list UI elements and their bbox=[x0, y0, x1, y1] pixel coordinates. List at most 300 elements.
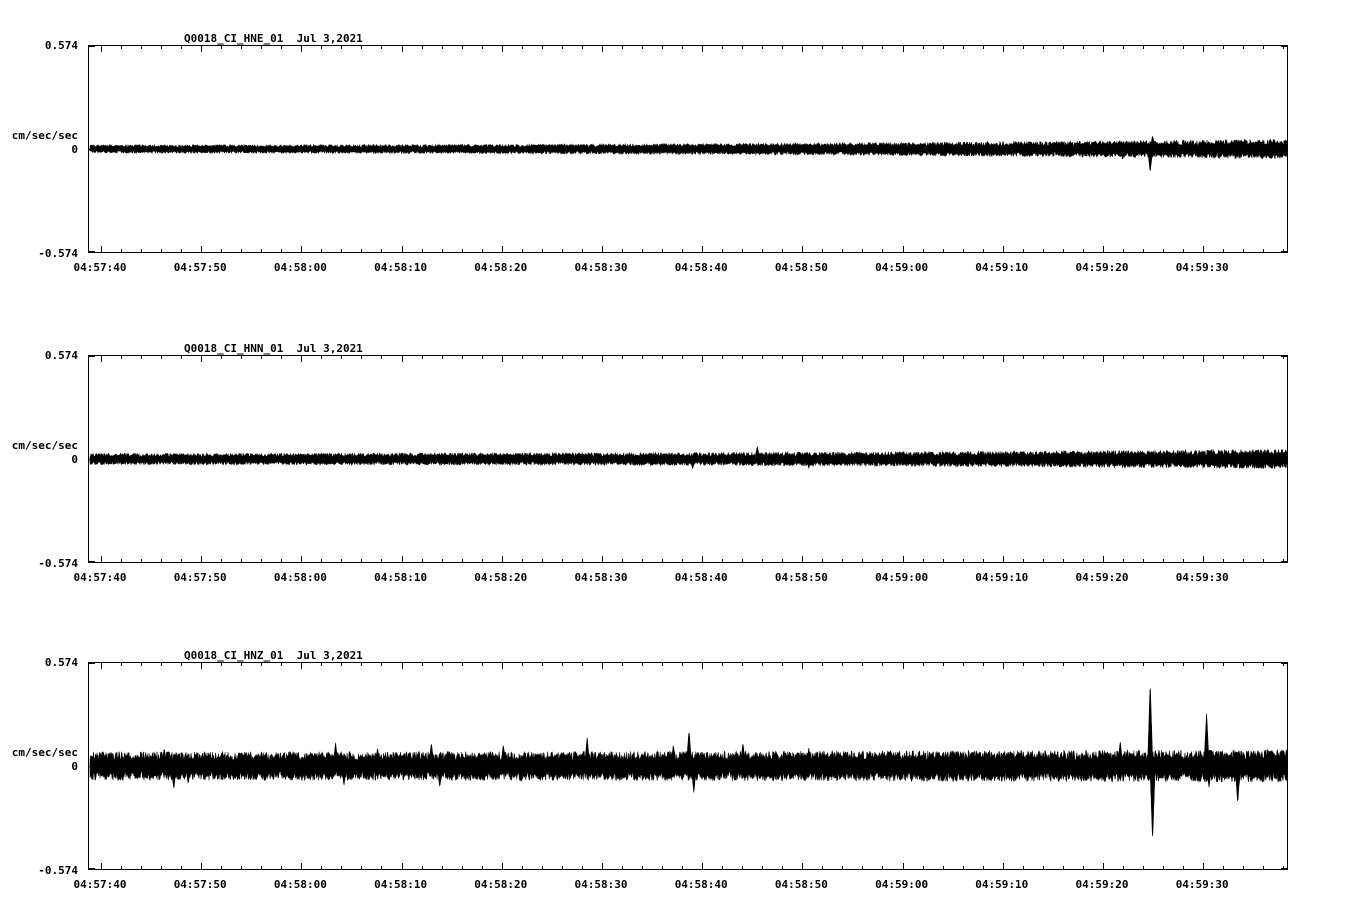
x-axis-tick bbox=[402, 356, 403, 362]
x-axis-tick bbox=[301, 246, 302, 252]
x-axis-minor-tick bbox=[782, 249, 783, 252]
y-tick-label: 0 bbox=[71, 453, 78, 466]
x-axis-minor-tick bbox=[662, 356, 663, 359]
x-axis-tick bbox=[1103, 556, 1104, 562]
x-tick-label: 04:58:00 bbox=[273, 571, 327, 584]
x-axis-tick bbox=[602, 863, 603, 869]
x-axis-minor-tick bbox=[943, 866, 944, 869]
x-tick-label: 04:59:10 bbox=[975, 261, 1029, 274]
x-axis-minor-tick bbox=[983, 559, 984, 562]
x-axis-minor-tick bbox=[762, 866, 763, 869]
x-axis-minor-tick bbox=[642, 46, 643, 49]
x-axis-minor-tick bbox=[1023, 249, 1024, 252]
x-axis-tick bbox=[602, 246, 603, 252]
x-axis-minor-tick bbox=[1263, 559, 1264, 562]
x-axis-minor-tick bbox=[121, 663, 122, 666]
x-axis-minor-tick bbox=[1023, 663, 1024, 666]
y-axis-tick bbox=[1281, 46, 1287, 47]
x-axis-minor-tick bbox=[842, 663, 843, 666]
x-axis-minor-tick bbox=[842, 249, 843, 252]
x-axis-tick bbox=[903, 356, 904, 362]
x-axis-minor-tick bbox=[882, 866, 883, 869]
x-axis-minor-tick bbox=[422, 46, 423, 49]
x-axis-minor-tick bbox=[983, 356, 984, 359]
x-axis-minor-tick bbox=[762, 356, 763, 359]
x-axis-minor-tick bbox=[482, 663, 483, 666]
x-tick-label: 04:58:40 bbox=[674, 878, 728, 891]
x-axis-minor-tick bbox=[1223, 249, 1224, 252]
x-axis-minor-tick bbox=[381, 249, 382, 252]
x-axis-minor-tick bbox=[963, 46, 964, 49]
x-axis-minor-tick bbox=[1143, 356, 1144, 359]
y-axis-tick bbox=[89, 561, 95, 562]
x-axis-minor-tick bbox=[882, 559, 883, 562]
x-axis-minor-tick bbox=[522, 559, 523, 562]
x-axis-minor-tick bbox=[963, 249, 964, 252]
x-axis-minor-tick bbox=[742, 663, 743, 666]
x-tick-label: 04:59:00 bbox=[875, 261, 929, 274]
x-axis-minor-tick bbox=[542, 663, 543, 666]
x-axis-tick bbox=[602, 663, 603, 669]
x-tick-label: 04:59:30 bbox=[1175, 261, 1229, 274]
x-axis-tick bbox=[101, 246, 102, 252]
x-axis-tick bbox=[101, 356, 102, 362]
x-axis-minor-tick bbox=[462, 46, 463, 49]
x-axis-minor-tick bbox=[261, 249, 262, 252]
x-tick-label: 04:59:00 bbox=[875, 571, 929, 584]
x-tick-label: 04:58:10 bbox=[374, 571, 428, 584]
x-axis-minor-tick bbox=[181, 356, 182, 359]
y-axis-tick bbox=[89, 46, 95, 47]
x-axis-minor-tick bbox=[722, 559, 723, 562]
x-axis-minor-tick bbox=[582, 559, 583, 562]
x-tick-label: 04:58:30 bbox=[574, 571, 628, 584]
x-axis-minor-tick bbox=[1083, 356, 1084, 359]
x-axis-minor-tick bbox=[482, 866, 483, 869]
x-axis-minor-tick bbox=[261, 663, 262, 666]
x-axis-minor-tick bbox=[822, 866, 823, 869]
x-axis-tick bbox=[702, 663, 703, 669]
x-axis-tick bbox=[301, 356, 302, 362]
x-axis-minor-tick bbox=[141, 46, 142, 49]
x-axis-minor-tick bbox=[662, 559, 663, 562]
x-axis-minor-tick bbox=[722, 866, 723, 869]
x-axis-minor-tick bbox=[882, 663, 883, 666]
x-axis-minor-tick bbox=[862, 46, 863, 49]
plot-area bbox=[88, 355, 1288, 563]
x-axis-minor-tick bbox=[1283, 356, 1284, 359]
x-axis-tick bbox=[1003, 863, 1004, 869]
x-axis-minor-tick bbox=[1043, 249, 1044, 252]
x-axis-minor-tick bbox=[141, 866, 142, 869]
x-axis-minor-tick bbox=[1243, 559, 1244, 562]
x-axis-minor-tick bbox=[542, 46, 543, 49]
x-axis-minor-tick bbox=[862, 866, 863, 869]
x-axis-minor-tick bbox=[582, 356, 583, 359]
x-axis-minor-tick bbox=[722, 249, 723, 252]
x-tick-label: 04:58:20 bbox=[474, 878, 528, 891]
x-axis-tick bbox=[402, 863, 403, 869]
x-axis-tick bbox=[301, 556, 302, 562]
x-axis-minor-tick bbox=[141, 356, 142, 359]
x-axis-minor-tick bbox=[321, 663, 322, 666]
x-axis-tick bbox=[1203, 863, 1204, 869]
x-axis-tick bbox=[802, 46, 803, 52]
x-axis-minor-tick bbox=[241, 249, 242, 252]
y-axis-tick bbox=[1281, 149, 1287, 150]
y-tick-label: 0.574 bbox=[44, 349, 78, 362]
waveform-trace bbox=[89, 46, 1288, 253]
x-axis-minor-tick bbox=[662, 46, 663, 49]
x-axis-minor-tick bbox=[1023, 866, 1024, 869]
panel-title: Q0018_CI_HNZ_01 Jul 3,2021 bbox=[184, 649, 363, 662]
x-axis-tick bbox=[502, 863, 503, 869]
x-axis-minor-tick bbox=[1063, 249, 1064, 252]
x-axis-minor-tick bbox=[482, 249, 483, 252]
x-axis-minor-tick bbox=[241, 866, 242, 869]
x-axis-tick bbox=[802, 246, 803, 252]
x-axis-tick bbox=[201, 663, 202, 669]
y-tick-label: 0.574 bbox=[44, 39, 78, 52]
x-axis-minor-tick bbox=[1183, 866, 1184, 869]
x-axis-minor-tick bbox=[221, 46, 222, 49]
x-axis-minor-tick bbox=[1043, 559, 1044, 562]
x-axis-minor-tick bbox=[161, 356, 162, 359]
x-axis-minor-tick bbox=[221, 866, 222, 869]
x-axis-minor-tick bbox=[1063, 46, 1064, 49]
x-axis-minor-tick bbox=[762, 46, 763, 49]
waveform-trace bbox=[89, 663, 1288, 870]
x-axis-minor-tick bbox=[221, 663, 222, 666]
x-axis-tick bbox=[1003, 356, 1004, 362]
x-axis-minor-tick bbox=[1223, 866, 1224, 869]
x-axis-minor-tick bbox=[742, 46, 743, 49]
x-tick-label: 04:58:20 bbox=[474, 261, 528, 274]
x-axis-minor-tick bbox=[662, 866, 663, 869]
x-axis-minor-tick bbox=[1063, 663, 1064, 666]
y-tick-label: 0.574 bbox=[44, 656, 78, 669]
x-axis-tick bbox=[602, 356, 603, 362]
x-tick-label: 04:59:10 bbox=[975, 878, 1029, 891]
x-axis-minor-tick bbox=[1183, 559, 1184, 562]
x-axis-tick bbox=[802, 863, 803, 869]
x-axis-minor-tick bbox=[422, 866, 423, 869]
x-axis-minor-tick bbox=[442, 249, 443, 252]
x-axis-minor-tick bbox=[121, 866, 122, 869]
x-axis-minor-tick bbox=[161, 663, 162, 666]
x-axis-minor-tick bbox=[622, 46, 623, 49]
x-axis-minor-tick bbox=[1083, 663, 1084, 666]
x-axis-minor-tick bbox=[381, 559, 382, 562]
x-axis-tick bbox=[1103, 356, 1104, 362]
x-axis-minor-tick bbox=[822, 356, 823, 359]
x-axis-minor-tick bbox=[161, 46, 162, 49]
x-axis-minor-tick bbox=[261, 559, 262, 562]
y-axis-tick bbox=[1281, 561, 1287, 562]
x-axis-minor-tick bbox=[622, 249, 623, 252]
x-axis-tick bbox=[301, 863, 302, 869]
x-axis-tick bbox=[101, 46, 102, 52]
x-tick-label: 04:57:50 bbox=[173, 261, 227, 274]
x-axis-minor-tick bbox=[1063, 356, 1064, 359]
x-axis-minor-tick bbox=[662, 249, 663, 252]
x-axis-minor-tick bbox=[341, 46, 342, 49]
x-axis-minor-tick bbox=[241, 559, 242, 562]
x-axis-minor-tick bbox=[1063, 866, 1064, 869]
x-axis-minor-tick bbox=[482, 559, 483, 562]
x-axis-minor-tick bbox=[923, 866, 924, 869]
x-axis-minor-tick bbox=[582, 249, 583, 252]
x-axis-minor-tick bbox=[722, 46, 723, 49]
x-axis-tick bbox=[702, 246, 703, 252]
x-axis-tick bbox=[903, 663, 904, 669]
x-axis-minor-tick bbox=[422, 559, 423, 562]
x-axis-minor-tick bbox=[181, 866, 182, 869]
x-axis-minor-tick bbox=[1083, 559, 1084, 562]
x-axis-minor-tick bbox=[161, 249, 162, 252]
x-axis-minor-tick bbox=[943, 356, 944, 359]
x-axis-minor-tick bbox=[622, 356, 623, 359]
x-axis-minor-tick bbox=[782, 46, 783, 49]
x-axis-tick bbox=[101, 863, 102, 869]
x-axis-minor-tick bbox=[1043, 46, 1044, 49]
x-axis-minor-tick bbox=[963, 559, 964, 562]
y-tick-label: -0.574 bbox=[38, 557, 78, 570]
x-tick-label: 04:58:50 bbox=[774, 261, 828, 274]
x-tick-label: 04:58:50 bbox=[774, 878, 828, 891]
x-axis-minor-tick bbox=[462, 249, 463, 252]
x-tick-label: 04:58:50 bbox=[774, 571, 828, 584]
x-axis-minor-tick bbox=[381, 663, 382, 666]
x-axis-minor-tick bbox=[1123, 559, 1124, 562]
x-tick-label: 04:59:30 bbox=[1175, 571, 1229, 584]
x-axis-minor-tick bbox=[381, 46, 382, 49]
x-axis-minor-tick bbox=[442, 559, 443, 562]
x-axis-tick bbox=[1103, 46, 1104, 52]
x-axis-tick bbox=[1103, 246, 1104, 252]
y-axis-tick bbox=[89, 356, 95, 357]
x-axis-minor-tick bbox=[542, 356, 543, 359]
y-axis-tick bbox=[1281, 868, 1287, 869]
x-axis-minor-tick bbox=[281, 356, 282, 359]
x-tick-label: 04:58:40 bbox=[674, 261, 728, 274]
x-tick-label: 04:59:30 bbox=[1175, 878, 1229, 891]
x-axis-tick bbox=[802, 556, 803, 562]
x-axis-minor-tick bbox=[1163, 663, 1164, 666]
x-axis-minor-tick bbox=[642, 249, 643, 252]
x-axis-minor-tick bbox=[562, 866, 563, 869]
x-axis-tick bbox=[802, 356, 803, 362]
y-axis-tick bbox=[1281, 766, 1287, 767]
x-tick-label: 04:58:10 bbox=[374, 878, 428, 891]
x-axis-minor-tick bbox=[261, 866, 262, 869]
x-axis-minor-tick bbox=[762, 663, 763, 666]
x-axis-minor-tick bbox=[682, 866, 683, 869]
x-axis-minor-tick bbox=[281, 46, 282, 49]
x-axis-minor-tick bbox=[1143, 663, 1144, 666]
x-tick-label: 04:59:10 bbox=[975, 571, 1029, 584]
x-axis-tick bbox=[1203, 663, 1204, 669]
y-axis-tick bbox=[89, 459, 95, 460]
x-axis-minor-tick bbox=[662, 663, 663, 666]
x-axis-minor-tick bbox=[1143, 866, 1144, 869]
x-axis-minor-tick bbox=[321, 356, 322, 359]
x-axis-minor-tick bbox=[1243, 663, 1244, 666]
x-axis-minor-tick bbox=[1263, 249, 1264, 252]
x-axis-minor-tick bbox=[1263, 356, 1264, 359]
x-axis-minor-tick bbox=[1123, 663, 1124, 666]
x-axis-minor-tick bbox=[141, 249, 142, 252]
x-axis-minor-tick bbox=[582, 866, 583, 869]
x-axis-minor-tick bbox=[782, 866, 783, 869]
x-axis-minor-tick bbox=[442, 663, 443, 666]
x-axis-minor-tick bbox=[281, 249, 282, 252]
x-axis-tick bbox=[502, 46, 503, 52]
x-axis-minor-tick bbox=[822, 663, 823, 666]
x-axis-minor-tick bbox=[582, 663, 583, 666]
x-axis-tick bbox=[702, 356, 703, 362]
x-axis-minor-tick bbox=[1283, 559, 1284, 562]
x-tick-label: 04:57:50 bbox=[173, 878, 227, 891]
x-axis-minor-tick bbox=[161, 559, 162, 562]
x-axis-minor-tick bbox=[642, 559, 643, 562]
x-axis-minor-tick bbox=[1163, 356, 1164, 359]
x-axis-minor-tick bbox=[1163, 249, 1164, 252]
x-axis-minor-tick bbox=[261, 356, 262, 359]
x-axis-minor-tick bbox=[221, 249, 222, 252]
x-axis-minor-tick bbox=[822, 559, 823, 562]
y-axis-label: cm/sec/sec bbox=[11, 439, 78, 452]
y-axis-tick bbox=[1281, 251, 1287, 252]
x-axis-tick bbox=[1003, 663, 1004, 669]
x-axis-tick bbox=[1203, 46, 1204, 52]
x-axis-tick bbox=[903, 246, 904, 252]
x-axis-minor-tick bbox=[281, 663, 282, 666]
x-axis-minor-tick bbox=[882, 46, 883, 49]
x-axis-minor-tick bbox=[121, 356, 122, 359]
x-axis-minor-tick bbox=[241, 356, 242, 359]
x-axis-tick bbox=[802, 663, 803, 669]
x-axis-minor-tick bbox=[181, 559, 182, 562]
x-axis-minor-tick bbox=[141, 559, 142, 562]
x-tick-label: 04:58:10 bbox=[374, 261, 428, 274]
x-axis-minor-tick bbox=[882, 356, 883, 359]
y-axis-tick bbox=[89, 766, 95, 767]
x-axis-minor-tick bbox=[862, 249, 863, 252]
x-axis-minor-tick bbox=[562, 356, 563, 359]
x-axis-minor-tick bbox=[422, 663, 423, 666]
x-axis-minor-tick bbox=[1083, 249, 1084, 252]
x-tick-label: 04:57:40 bbox=[73, 261, 127, 274]
x-axis-minor-tick bbox=[1223, 46, 1224, 49]
y-axis-tick bbox=[89, 251, 95, 252]
x-axis-tick bbox=[1003, 46, 1004, 52]
x-axis-minor-tick bbox=[943, 663, 944, 666]
x-axis-minor-tick bbox=[642, 356, 643, 359]
panel-title: Q0018_CI_HNE_01 Jul 3,2021 bbox=[184, 32, 363, 45]
x-axis-minor-tick bbox=[1023, 356, 1024, 359]
x-axis-tick bbox=[402, 46, 403, 52]
x-axis-minor-tick bbox=[1183, 46, 1184, 49]
x-axis-minor-tick bbox=[381, 866, 382, 869]
x-axis-tick bbox=[201, 863, 202, 869]
x-axis-minor-tick bbox=[121, 559, 122, 562]
x-axis-minor-tick bbox=[1143, 46, 1144, 49]
x-axis-minor-tick bbox=[742, 559, 743, 562]
x-axis-minor-tick bbox=[622, 663, 623, 666]
x-axis-minor-tick bbox=[983, 663, 984, 666]
x-axis-minor-tick bbox=[582, 46, 583, 49]
y-axis-tick bbox=[1281, 459, 1287, 460]
x-axis-minor-tick bbox=[882, 249, 883, 252]
x-axis-minor-tick bbox=[341, 663, 342, 666]
x-axis-minor-tick bbox=[361, 663, 362, 666]
x-axis-minor-tick bbox=[361, 46, 362, 49]
x-axis-minor-tick bbox=[482, 46, 483, 49]
x-axis-minor-tick bbox=[361, 559, 362, 562]
x-axis-minor-tick bbox=[1263, 46, 1264, 49]
x-axis-minor-tick bbox=[442, 356, 443, 359]
x-axis-tick bbox=[402, 556, 403, 562]
x-axis-minor-tick bbox=[862, 356, 863, 359]
x-axis-minor-tick bbox=[522, 866, 523, 869]
x-axis-minor-tick bbox=[1083, 46, 1084, 49]
x-axis-minor-tick bbox=[722, 356, 723, 359]
x-axis-tick bbox=[1203, 356, 1204, 362]
x-axis-minor-tick bbox=[822, 46, 823, 49]
x-axis-minor-tick bbox=[762, 249, 763, 252]
x-tick-label: 04:59:20 bbox=[1075, 571, 1129, 584]
x-axis-minor-tick bbox=[943, 46, 944, 49]
x-axis-minor-tick bbox=[522, 249, 523, 252]
x-axis-minor-tick bbox=[1223, 356, 1224, 359]
x-axis-minor-tick bbox=[963, 663, 964, 666]
y-axis-tick bbox=[89, 663, 95, 664]
x-axis-minor-tick bbox=[562, 249, 563, 252]
x-axis-minor-tick bbox=[682, 249, 683, 252]
y-axis-tick bbox=[1281, 356, 1287, 357]
x-tick-label: 04:59:20 bbox=[1075, 878, 1129, 891]
x-axis-minor-tick bbox=[682, 559, 683, 562]
x-axis-tick bbox=[101, 556, 102, 562]
x-axis-minor-tick bbox=[221, 559, 222, 562]
x-axis-tick bbox=[903, 863, 904, 869]
x-axis-minor-tick bbox=[422, 249, 423, 252]
x-axis-minor-tick bbox=[1163, 866, 1164, 869]
x-axis-minor-tick bbox=[1243, 866, 1244, 869]
x-axis-tick bbox=[602, 556, 603, 562]
panel-title: Q0018_CI_HNN_01 Jul 3,2021 bbox=[184, 342, 363, 355]
x-axis-minor-tick bbox=[1183, 249, 1184, 252]
x-axis-minor-tick bbox=[462, 663, 463, 666]
x-axis-minor-tick bbox=[842, 559, 843, 562]
x-axis-minor-tick bbox=[341, 866, 342, 869]
x-axis-minor-tick bbox=[1283, 249, 1284, 252]
x-axis-minor-tick bbox=[983, 249, 984, 252]
x-axis-minor-tick bbox=[1243, 46, 1244, 49]
x-axis-tick bbox=[502, 246, 503, 252]
x-axis-tick bbox=[1003, 556, 1004, 562]
x-axis-minor-tick bbox=[742, 249, 743, 252]
x-axis-minor-tick bbox=[381, 356, 382, 359]
x-axis-minor-tick bbox=[522, 46, 523, 49]
x-axis-tick bbox=[301, 663, 302, 669]
x-axis-minor-tick bbox=[442, 866, 443, 869]
x-axis-minor-tick bbox=[622, 866, 623, 869]
y-axis-label: cm/sec/sec bbox=[11, 129, 78, 142]
x-axis-tick bbox=[201, 556, 202, 562]
x-tick-label: 04:58:30 bbox=[574, 878, 628, 891]
